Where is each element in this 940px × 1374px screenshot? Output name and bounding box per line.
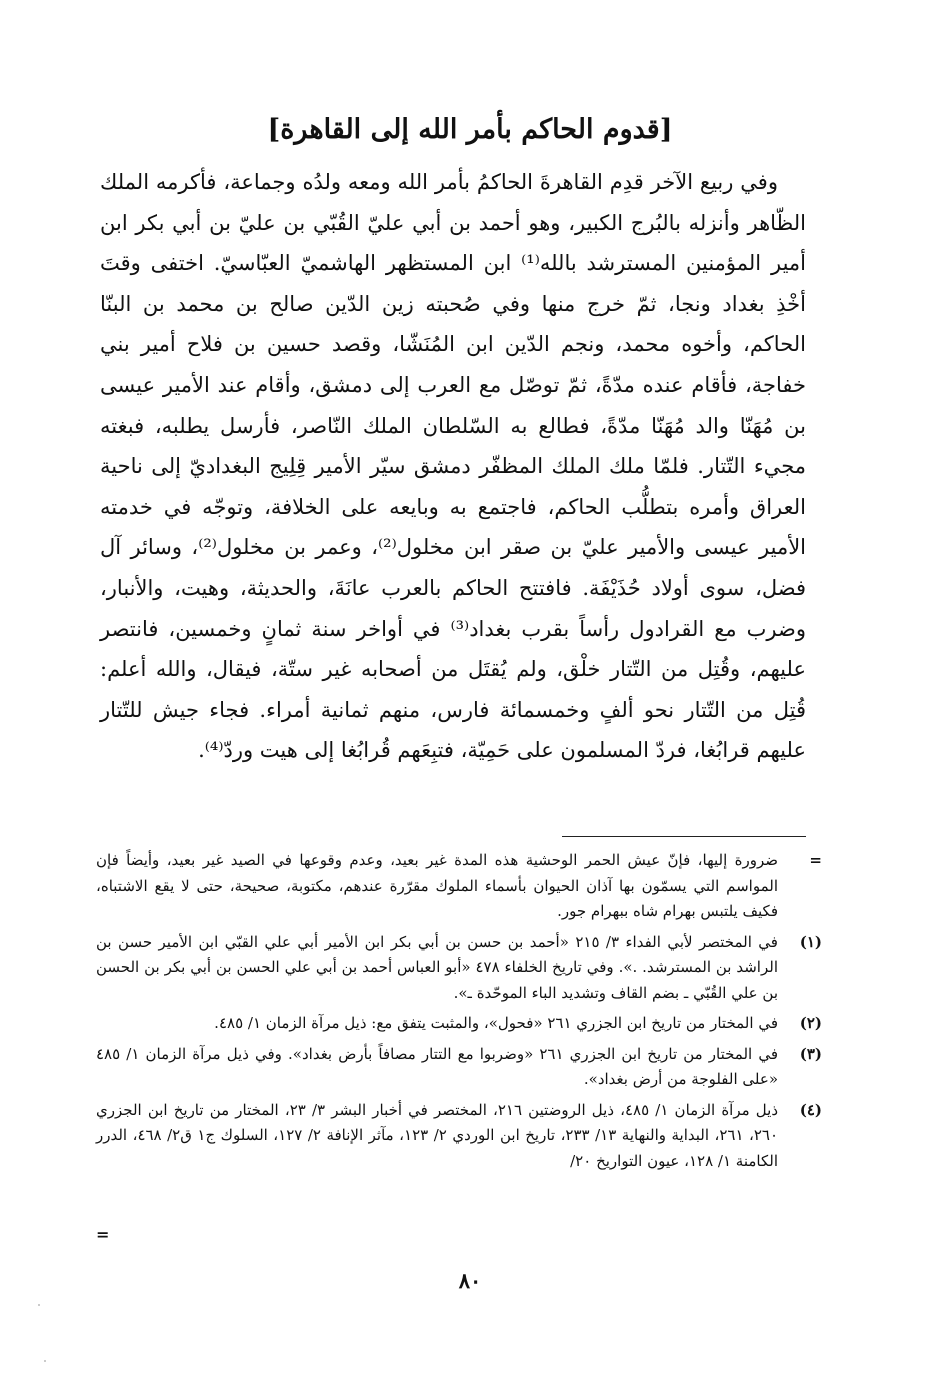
footnote-1 (96, 930, 822, 1007)
footnote-4 (96, 1098, 822, 1175)
footnote-mark: (٣) (799, 1044, 822, 1063)
footnotes (96, 848, 822, 1179)
footnote-text: ذيل مرآة الزمان ١/ ٤٨٥، ذيل الروضتين ٢١٦، المختصر في أخبار البشر ٣/ ٢٣، المختار من تاريخ ابن الجزري ٢٦٠، ٢٦١، البداية والنهاية ١٣/ ٢٣٣، تاريخ ابن الوردي ٢/ ١٢٣، مآثر الإنافة ٢/ ١٢٧، السلوك ج١ ق٢/ ٤٦٨، الدرر الكامنة ١/ ١٢٨، عيون التواريخ ٢٠/ (96, 1100, 779, 1170)
footnote-mark: (٤) (799, 1100, 822, 1119)
main-text (100, 162, 806, 771)
footnote-mark: = (809, 851, 822, 869)
footnote-continuation-mark: = (96, 1225, 110, 1244)
footnote-continuation (96, 848, 822, 925)
scan-speck (44, 1360, 46, 1362)
footnote-text: في المختار من تاريخ ابن الجزري ٢٦١ «فحول»، والمثبت يتفق مع: ذيل مرآة الزمان ١/ ٤٨٥. (214, 1014, 778, 1032)
footnote-text: ضرورة إليها، فإنّ عيش الحمر الوحشية هذه المدة غير بعيد، وعدم وقوعها في الصيد غير بعيد، وأيضاً فإن المواسم التي يسمّون بها آذان الحيوان بأسماء الملوك مقرّرة عندهم، مكتوبة، صحيحة، حتى لا يقع الاشتباه، فكيف يلتبس بهرام شاه ببهرام جور. (96, 851, 778, 920)
footnote-2 (96, 1011, 822, 1037)
scan-speck (38, 1304, 40, 1306)
page-number: ٨٠ (458, 1268, 482, 1293)
footnote-separator (562, 836, 806, 837)
footnote-text: في المختصر لأبي الفداء ٣/ ٢١٥ «أحمد بن حسن بن أبي بكر ابن الأمير أبي علي القبّي ابن الأمير حسن بن الراشد بن المسترشد. .». وفي تاريخ الخلفاء ٤٧٨ «أبو العباس أحمد بن أبي علي الحسن بن أبي بكر بن الحسن بن علي القُبّي ـ بضم القاف وتشديد الباء الموحّدة ـ». (96, 932, 778, 1002)
footnote-mark: (٢) (799, 1014, 822, 1032)
body-paragraph: وفي ربيع الآخر قدِم القاهرةَ الحاكمُ بأمر الله ومعه ولدُه وجماعة، فأكرمه الملك الظّاهر وأنزله بالبُرج الكبير، وهو أحمد بن أبي عليّ القُبّي بن عليّ بن أبي بكر ابن أمير المؤمنين المسترشد بالله⁽¹⁾ ابن المستظهر الهاشميّ العبّاسيّ. اختفى وقتَ أخْذِ بغداد ونجا، ثمّ خرج منها وفي صُحبته زين الدّين صالح بن محمد بن البنّا الحاكم، وأخوه محمد، ونجم الدّين ابن المُنَشّا، وقصد حسين بن فلاح أمير بني خفاجة، فأقام عنده مدّةً، ثمّ توصّل مع العرب إلى دمشق، وأقام عند الأمير عيسى بن مُهَنّا والد مُهَنّا مدّةً، فطالع به السّلطان الملك النّاصر، فأرسل يطلبه، فبغته مجيء التّتار. فلمّا ملك الملك المظفّر دمشق سيّر الأمير قِلِيج البغداديّ إلى ناحية العراق وأمره بتطلُّب الحاكم، فاجتمع به وبايعه على الخلافة، وتوجّه في خدمته الأمير عيسى والأمير عليّ بن صقر ابن مخلول⁽²⁾، وعمر بن مخلول⁽²⁾، وسائر آل فضل، سوى أولاد حُذَيْفَة. فافتتح الحاكم بالعرب عانَةَ، والحديثة، وهيت، والأنبار، وضرب مع القرادول رأساً بقرب بغداد⁽³⁾ في أواخر سنة ثمانٍ وخمسين، فانتصر عليهم، وقُتِل من التّتار خلْق، ولم يُقتَل من أصحابه غير ستّة، فيقال، والله أعلم: قُتِل من التّتار نحو ألفٍ وخمسمائة فارس، منهم ثمانية أمراء. فجاء جيش للتّتار عليهم قرابُغا، فردّ المسلمون على حَمِيّة، فتبِعَهم قُرابُغا إلى هيت وردّ⁽⁴⁾. (100, 170, 807, 763)
footnote-mark: (١) (799, 932, 822, 951)
footnote-3 (96, 1042, 822, 1093)
section-heading: [قدوم الحاكم بأمر الله إلى القاهرة] (267, 114, 673, 145)
footnote-text: في المختار من تاريخ ابن الجزري ٢٦١ «وضربوا مع التتار مصافاً بأرض بغداد». وفي ذيل مرآة الزمان ١/ ٤٨٥ «على الفلوجة من أرض بغداد». (96, 1044, 778, 1088)
